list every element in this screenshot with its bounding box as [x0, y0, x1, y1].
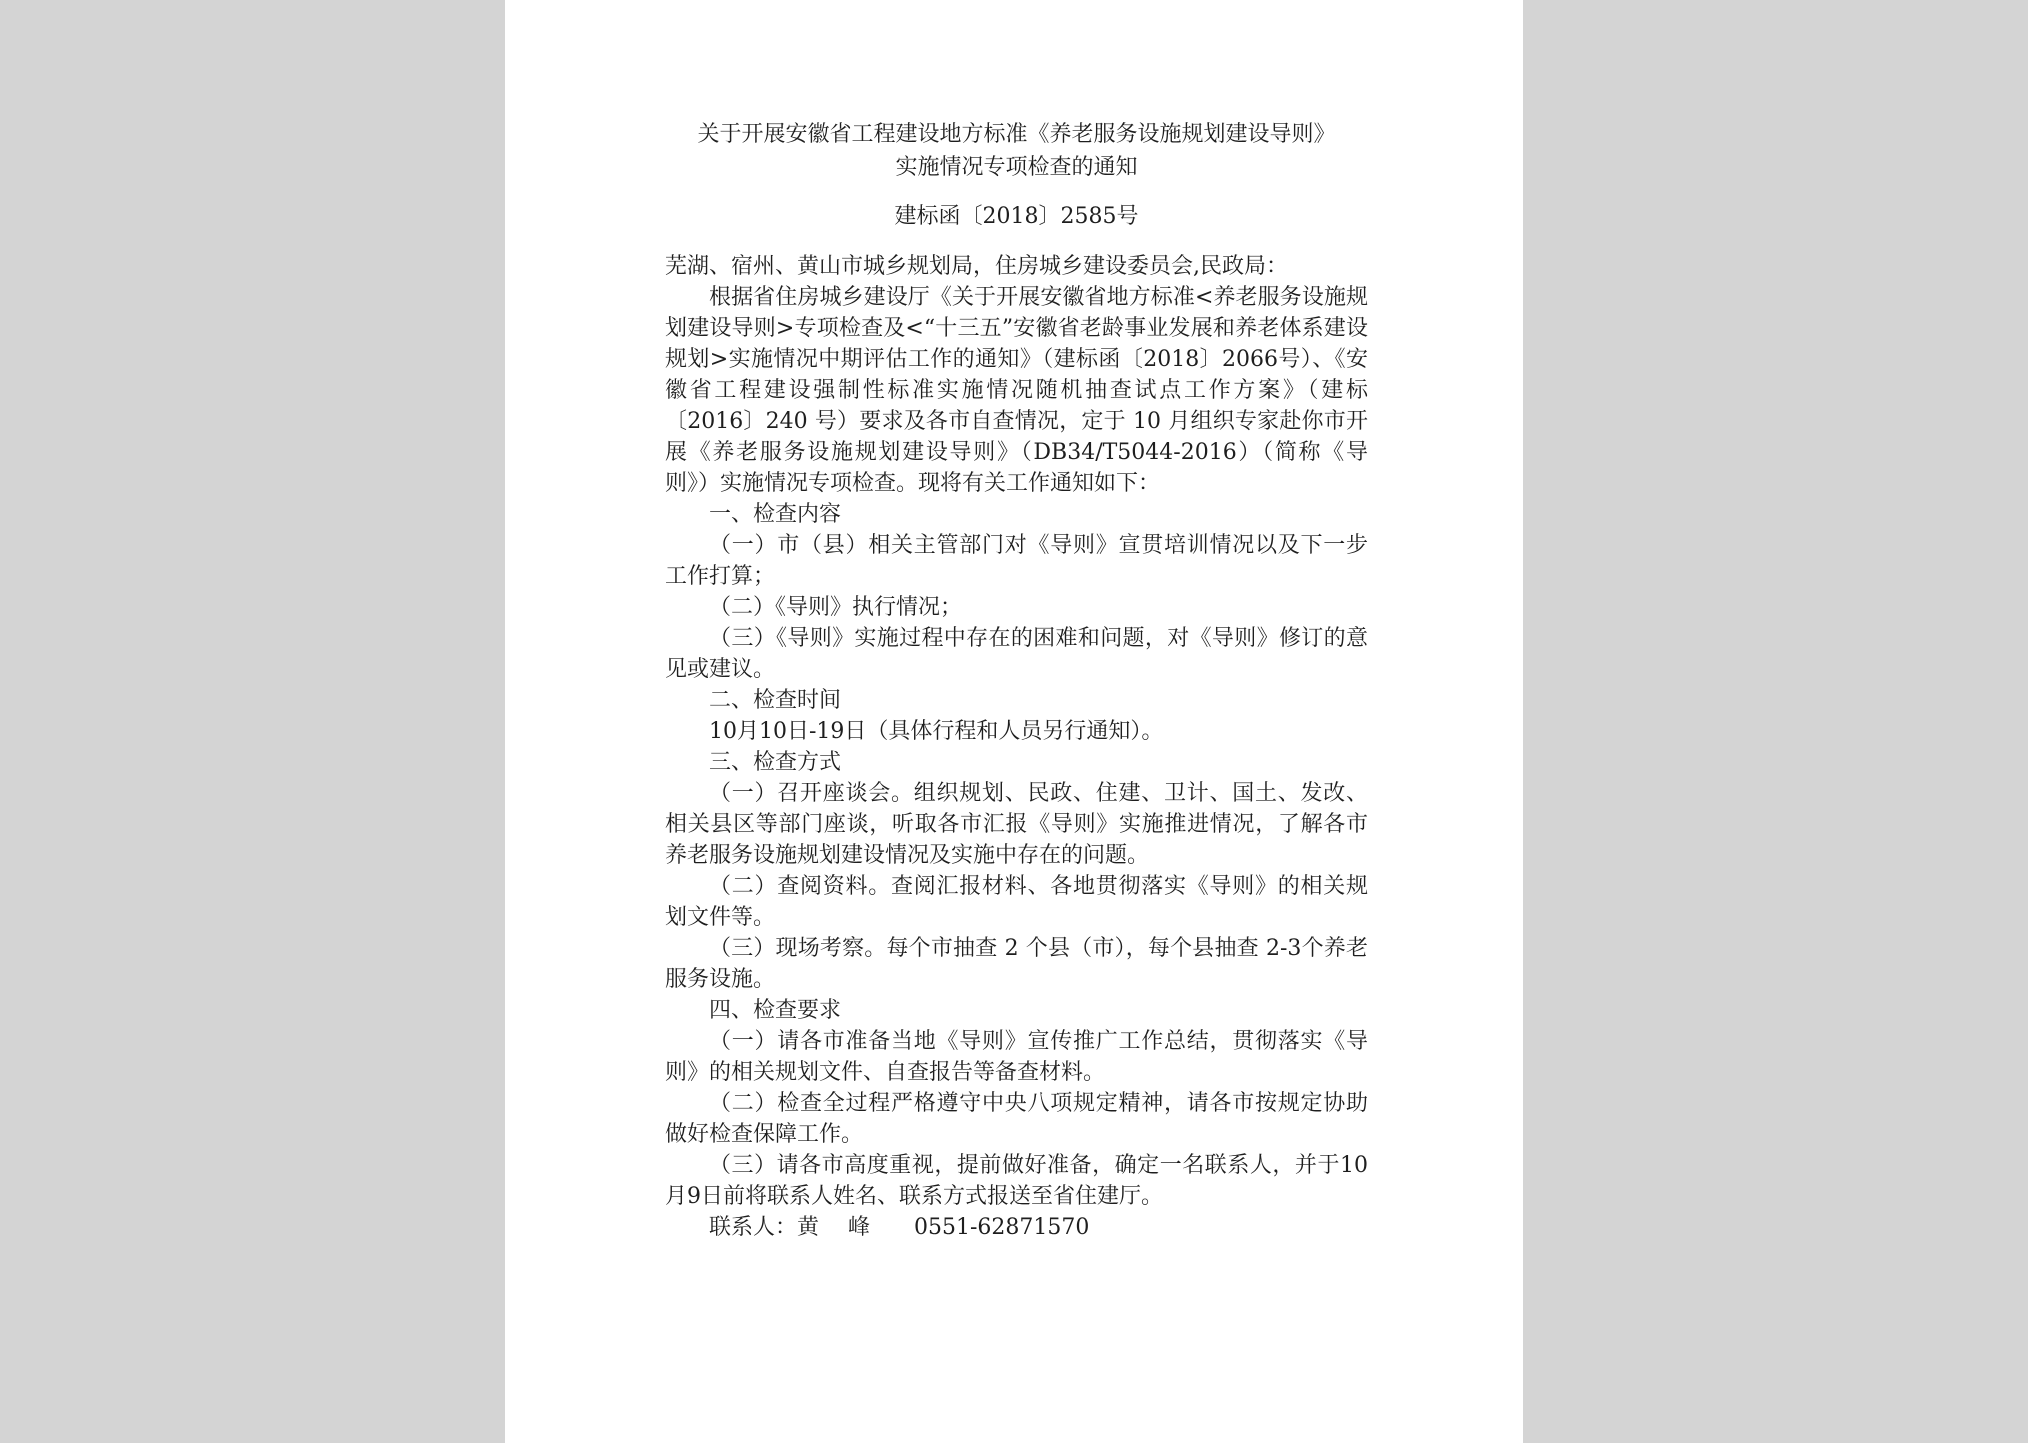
document-body	[665, 251, 1368, 1243]
section-3-item-2: （二）查阅资料。查阅汇报材料、各地贯彻落实《导则》的相关规划文件等。	[665, 874, 1368, 930]
section-3-item-3: （三）现场考察。每个市抽查 2 个县（市），每个县抽查 2-3个养老服务设施。	[665, 936, 1368, 992]
document-page	[505, 0, 1523, 1443]
section-4-heading: 四、检查要求	[709, 998, 842, 1023]
section-3-item-1: （一）召开座谈会。组织规划、民政、住建、卫计、国土、发改、相关县区等部门座谈，听取各市汇报《导则》实施推进情况，了解各市养老服务设施规划建设情况及实施中存在的问题。	[665, 781, 1368, 868]
title-line-1: 关于开展安徽省工程建设地方标准《养老服务设施规划建设导则》	[697, 122, 1336, 147]
section-2-heading: 二、检查时间	[709, 688, 842, 713]
section-2-text: 10月10日-19日（具体行程和人员另行通知）。	[709, 719, 1164, 744]
contact-line: 联系人：黄 峰 0551-62871570	[709, 1215, 1090, 1240]
title-line-2: 实施情况专项检查的通知	[895, 155, 1138, 180]
section-4-item-3: （三）请各市高度重视，提前做好准备，确定一名联系人，并于10月9日前将联系人姓名、联系方式报送至省住建厅。	[665, 1153, 1368, 1209]
section-1-item-3: （三）《导则》实施过程中存在的困难和问题，对《导则》修订的意见或建议。	[665, 626, 1368, 682]
document-title	[665, 118, 1368, 184]
intro-paragraph: 根据省住房城乡建设厅《关于开展安徽省地方标准<养老服务设施规划建设导则>专项检查及<“十三五”安徽省老龄事业发展和养老体系建设规划>实施情况中期评估工作的通知》（建标函〔2018〕2066号）、《安徽省工程建设强制性标准实施情况随机抽查试点工作方案》（建标〔2016〕240 号）要求及各市自查情况，定于 10 月组织专家赴你市开展《养老服务设施规划建设导则》（DB34/T5044-2016）（简称《导则》）实施情况专项检查。现将有关工作通知如下：	[665, 285, 1368, 496]
notice-document	[665, 118, 1368, 1243]
section-4-item-1: （一）请各市准备当地《导则》宣传推广工作总结，贯彻落实《导则》的相关规划文件、自查报告等备查材料。	[665, 1029, 1368, 1085]
section-1-heading: 一、检查内容	[709, 502, 842, 527]
section-1-item-1: （一）市（县）相关主管部门对《导则》宣贯培训情况以及下一步工作打算；	[665, 533, 1368, 589]
section-3-heading: 三、检查方式	[709, 750, 842, 775]
document-number: 建标函〔2018〕2585号	[894, 204, 1139, 229]
section-1-item-2: （二）《导则》执行情况；	[709, 595, 963, 620]
section-4-item-2: （二）检查全过程严格遵守中央八项规定精神，请各市按规定协助做好检查保障工作。	[665, 1091, 1368, 1147]
addressee: 芜湖、宿州、黄山市城乡规划局，住房城乡建设委员会,民政局：	[665, 254, 1288, 279]
